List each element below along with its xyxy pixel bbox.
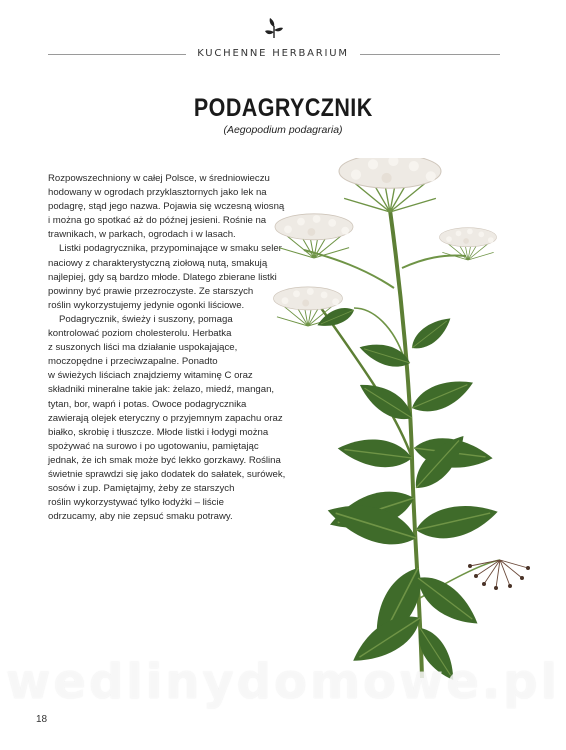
body-line: spożywać na surowo i po ugotowaniu, pamiętając: [48, 440, 259, 452]
body-line: w świeżych liściach znajdziemy witaminę C oraz: [48, 370, 253, 382]
ground-elder-plant-illustration: [244, 158, 562, 698]
body-line: naciowy z charakterystyczną ziołową nutą, smakują: [48, 257, 268, 269]
body-line: moczopędne i przeciwzapalne. Ponadto: [48, 356, 218, 368]
body-line: tytan, bor, wapń i potas. Owoce podagrycznika: [48, 398, 247, 410]
body-line: roślin wykorzystujemy jedynie ogonki liściowe.: [48, 299, 245, 311]
header-rule-right: [360, 54, 500, 55]
body-line: i można go spotkać aż do późnej jesieni. Rośnie na: [48, 215, 267, 227]
leaf-sprig-icon: [264, 17, 284, 39]
section-header: [48, 46, 500, 62]
body-line: zawierają olejek eteryczny o przyjemnym zapachu oraz: [48, 412, 283, 424]
body-line: hodowany w ogrodach przyklasztornych jako lek na: [48, 187, 267, 199]
body-line: kontrolować poziom cholesterolu. Herbatka: [48, 328, 232, 340]
body-line: roślin wykorzystywać tylko łodyżki – liście: [48, 497, 224, 509]
article-title: PODAGRYCZNIK: [193, 94, 373, 122]
page-number: 18: [36, 714, 48, 725]
watermark-text: wedlinydomowe.pl: [6, 654, 560, 710]
body-line: Podagrycznik, świeży i suszony, pomaga: [59, 313, 233, 325]
body-line: Listki podagrycznika, przypominające w smaku seler: [59, 243, 282, 255]
body-line: składniki mineralne takie jak: żelazo, miedź, mangan,: [48, 384, 275, 396]
body-line: świetnie sprawdzi się jako dodatek do sałatek, surówek,: [48, 468, 286, 480]
body-line: białko, skrobię i tłuszcze. Młode listki i łodygi można: [48, 426, 269, 438]
body-line: trawnikach, w parkach, ogrodach i w lasach.: [48, 229, 236, 241]
header-rule-left: [48, 54, 186, 55]
body-line: sosów i zup. Pamiętajmy, żeby ze starszych: [48, 483, 235, 495]
body-line: Rozpowszechniony w całej Polsce, w średniowieczu: [48, 173, 270, 184]
body-line: z suszonych liści ma działanie uspokajające,: [48, 342, 238, 354]
body-line: jednak, że ich smak może być lekko gorzkawy. Roślina: [48, 454, 281, 466]
latin-name: (Aegopodium podagraria): [223, 124, 343, 136]
body-line: odrzucamy, aby nie zepsuć smaku potrawy.: [48, 511, 233, 523]
body-line: najlepiej, gdy są bardzo młode. Dlatego zbierane listki: [48, 271, 277, 283]
body-line: powinny być prawie przezroczyste. Ze starszych: [48, 285, 254, 297]
header-label: KUCHENNE HERBARIUM: [197, 48, 349, 59]
body-line: podagrę, stąd jego nazwa. Pojawia się wczesną wiosną: [48, 201, 285, 213]
